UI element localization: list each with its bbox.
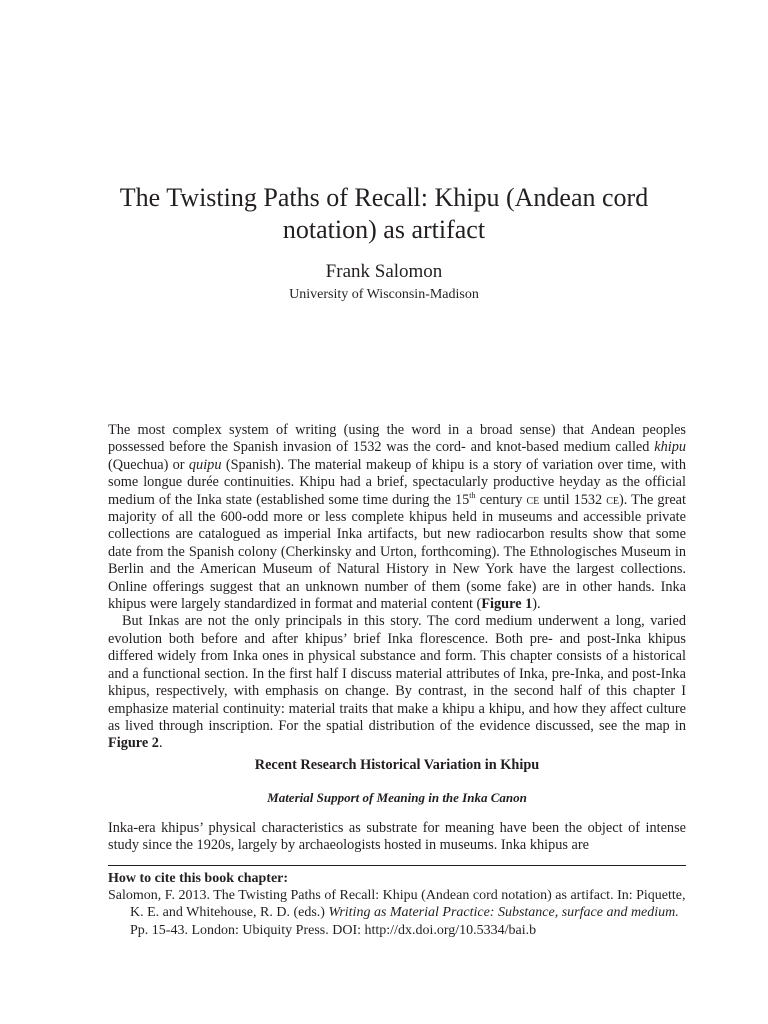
author-affiliation: University of Wisconsin-Madison — [289, 287, 479, 302]
chapter-title: The Twisting Paths of Recall: Khipu (Andean cord notation) as artifact — [119, 183, 649, 244]
text-run: Salomon, F. 2013. The Twisting Paths of Recall: Khipu (Andean cord notation) as artifact. In: Piquette, K. E. and Whitehouse, R. D. (eds.) — [108, 888, 686, 921]
text-run: (Spanish). The material makeup of khipu is a story of variation over time, with some longue durée continuities. Khipu had a brief, spectacularly productive heyday as the official medium of the Inka state (established some time during the 15 — [108, 456, 686, 508]
paragraph-3: Inka-era khipus’ physical characteristics as substrate for meaning have been the object of intense study since the 1920s, largely by archaeologists hosted in museums. Inka khipus are — [108, 820, 686, 854]
text-run: (Quechua) or — [108, 456, 189, 473]
body-text — [108, 422, 686, 753]
text-run: The most complex system of writing (using the word in a broad sense) that Andean peoples possessed before the Spanish invasion of 1532 was the cord- and knot-based medium called — [108, 422, 686, 456]
italic-term: quipu — [188, 456, 222, 473]
text-run: until 1532 — [539, 491, 607, 508]
section-heading: Recent Research Historical Variation in Khipu — [254, 757, 540, 773]
citation-text — [108, 887, 686, 939]
paragraph-2 — [108, 613, 686, 752]
era-abbreviation: ce — [606, 491, 620, 508]
era-abbreviation: ce — [526, 491, 540, 508]
text-run: But Inkas are not the only principals in this story. The cord medium underwent a long, varied evolution both before and after khipus’ brief Inka florescence. Both pre- and post-Inka khipus differed widely from Inka ones in physical substance and form. This chapter consists of a historical and a functional section. In the first half I discuss material attributes of Inka, pre-Inka, and post-Inka khipus, respectively, with emphasis on change. By contrast, in the second half of this chapter I emphasize material continuity: material traits that make a khipu a khipu, and how they affect culture as lived through inscription. For the spatial distribution of the evidence discussed, see the map in — [108, 613, 686, 734]
superscript: th — [469, 490, 476, 500]
text-run: ). The great majority of all the 600-odd more or less complete khipus held in museums and accessible private collections are catalogued as imperial Inka artifacts, but new radiocarbon results show that some date from the Spanish colony (Cherkinsky and Urton, forthcoming). The Ethnologisches Museum in Berlin and the American Museum of Natural History in New York have the largest collections. Online offerings suggest that an unknown number of them (some fake) are in other hands. Inka khipus were largely standardized in format and material content ( — [108, 491, 686, 613]
paragraph-1 — [108, 422, 686, 613]
text-run: Pp. 15-43. London: Ubiquity Press. DOI: http://dx.doi.org/10.5334/bai.b — [130, 922, 537, 938]
book-title: Writing as Material Practice: Substance, surface and medium. — [328, 905, 679, 921]
figure-reference[interactable]: Figure 2 — [108, 735, 159, 752]
citation-label: How to cite this book chapter: — [108, 871, 289, 886]
author-name: Frank Salomon — [325, 261, 443, 282]
text-run: century — [475, 491, 527, 508]
text-run: . — [158, 735, 163, 752]
footnote-divider — [108, 865, 686, 866]
italic-term: khipu — [654, 439, 686, 456]
text-run: ). — [532, 596, 541, 613]
figure-reference[interactable]: Figure 1 — [481, 596, 533, 613]
subsection-heading: Material Support of Meaning in the Inka Canon — [267, 790, 527, 805]
